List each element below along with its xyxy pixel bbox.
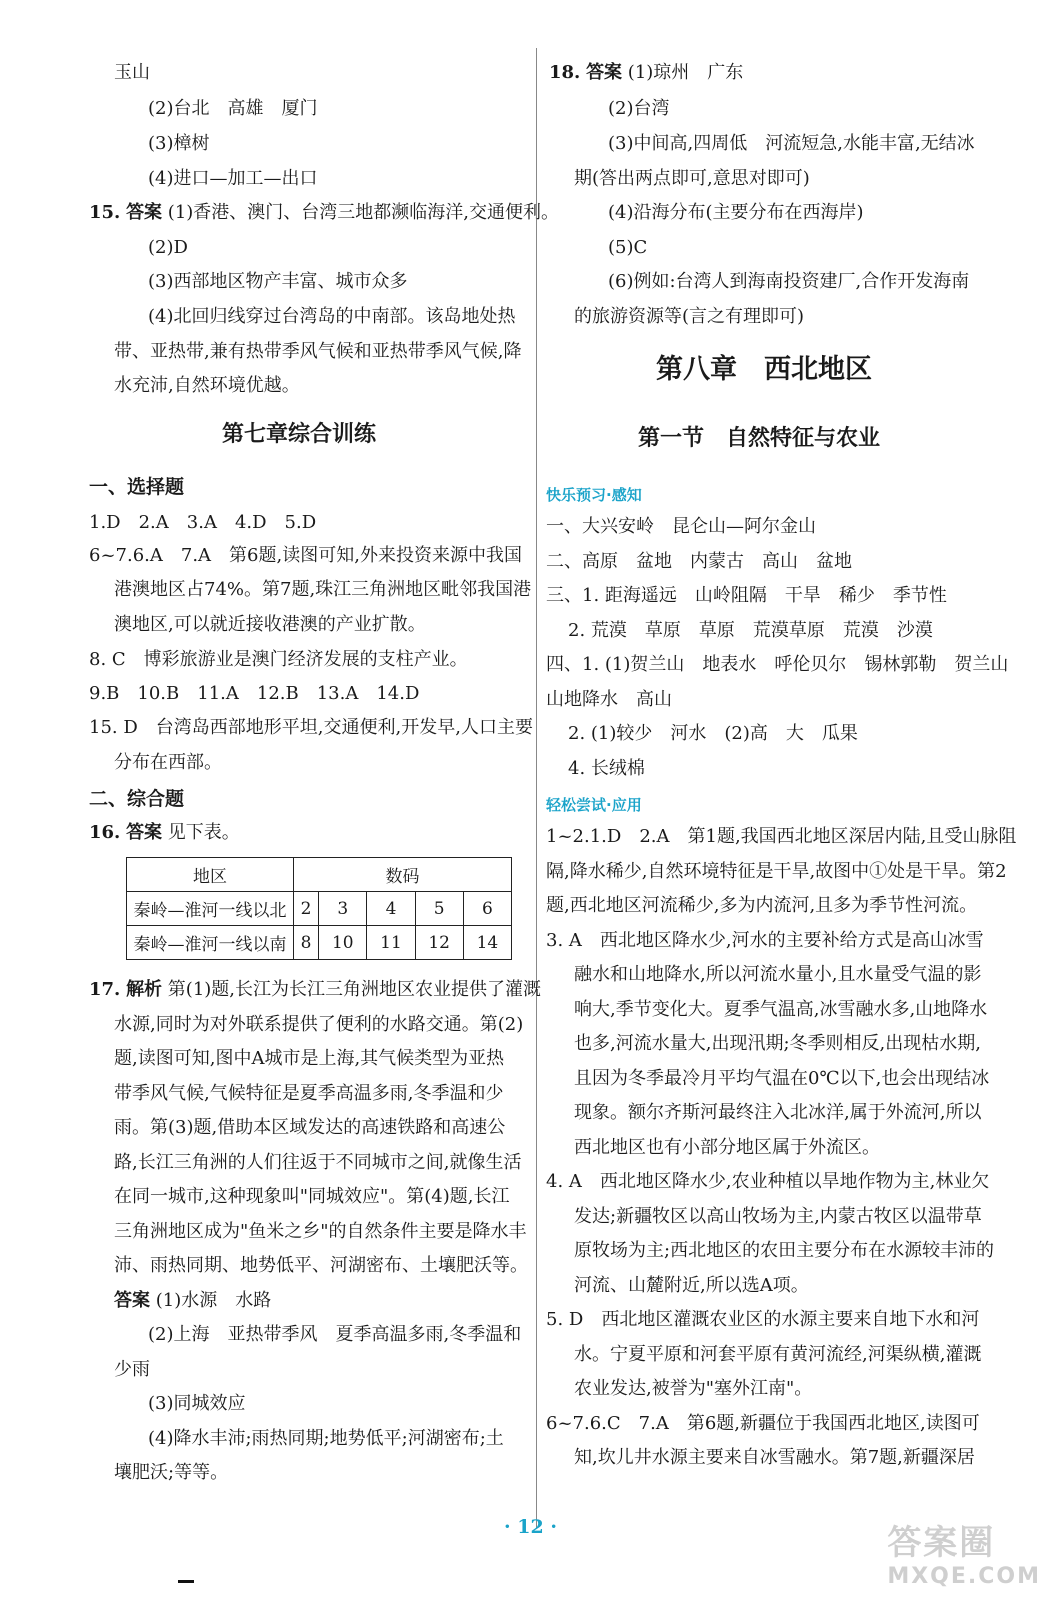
question-number: 18. [549,62,581,83]
table-header-region: 地区 [127,858,294,892]
answer-label: 答案 [114,1290,150,1311]
text-line: 一、大兴安岭 昆仑山—阿尔金山 [546,516,816,537]
text-line: (3)樟树 [148,133,210,154]
question-number: 17. [89,979,121,1000]
text-line: 少雨 [114,1359,150,1380]
text-line: 1~2.1.D 2.A 第1题,我国西北地区深居内陆,且受山脉阻 [546,826,1017,847]
text-line: 三角洲地区成为"鱼米之乡"的自然条件主要是降水丰 [114,1221,527,1242]
watermark-url: MXQE.COM [887,1564,1041,1589]
text-line: 的旅游资源等(言之有理即可) [574,306,805,327]
answer-label: 答案 [586,62,623,83]
text-line: 四、1. (1)贺兰山 地表水 呼伦贝尔 锡林郭勒 贺兰山 [546,654,1009,675]
text-line: 带季风气候,气候特征是夏季高温多雨,冬季温和少 [114,1083,504,1104]
text-line: (2)上海 亚热带季风 夏季高温多雨,冬季温和 [148,1324,522,1345]
text-line: (3)同城效应 [148,1393,246,1414]
text-line: 期(答出两点即可,意思对即可) [574,168,810,189]
table-row [127,892,512,926]
answer-text: (1)水源 水路 [155,1290,272,1311]
text-line: 水源,同时为对外联系提供了便利的水路交通。第(2) [114,1014,524,1035]
text-line: 雨。第(3)题,借助本区域发达的高速铁路和高速公 [114,1117,506,1138]
table-cell: 8 [294,926,319,960]
table-cell-region: 秦岭—淮河一线以北 [127,892,294,926]
question-16-answer [89,820,240,846]
section-label-preview: 快乐预习·感知 [546,486,642,504]
text-line: 西北地区也有小部分地区属于外流区。 [574,1137,880,1158]
page-mark [178,1580,194,1583]
text-line: 9.B 10.B 11.A 12.B 13.A 14.D [89,683,420,704]
text-line: (4)进口—加工—出口 [148,168,318,189]
answer-label: 答案 [126,822,163,843]
text-line: 知,坎儿井水源主要来自冰雪融水。第7题,新疆深居 [574,1447,975,1468]
text-line: 4. A 西北地区降水少,农业种植以旱地作物为主,林业欠 [546,1171,990,1192]
text-line: 水。宁夏平原和河套平原有黄河流经,河渠纵横,灌溉 [574,1344,982,1365]
question-number: 15. [89,202,121,223]
text-line: 二、高原 盆地 内蒙古 高山 盆地 [546,551,852,572]
table-cell: 6 [463,892,511,926]
text-line: 现象。额尔齐斯河最终注入北冰洋,属于外流河,所以 [574,1102,982,1123]
text-line: 题,西北地区河流稀少,多为内流河,且多为季节性河流。 [546,895,978,916]
table-cell: 4 [367,892,415,926]
text-line: (2)D [148,237,188,258]
page-number: · 12 · [504,1516,557,1538]
answer-text: (1)香港、澳门、台湾三地都濒临海洋,交通便利。 [167,202,560,223]
watermark-logo-text: 答案圈 [887,1523,996,1563]
column-divider [536,48,537,1528]
text-line: 带、亚热带,兼有热带季风气候和亚热带季风气候,降 [114,341,522,362]
text-line: 壤肥沃;等等。 [114,1462,229,1483]
text-line: 6~7.6.A 7.A 第6题,读图可知,外来投资来源中我国 [89,545,522,566]
text-line: 且因为冬季最冷月平均气温在0℃以下,也会出现结冰 [574,1068,990,1089]
table-cell: 2 [294,892,319,926]
text-line: (6)例如:台湾人到海南投资建厂,合作开发海南 [608,271,970,292]
text-line: 发达;新疆牧区以高山牧场为主,内蒙古牧区以温带草 [574,1206,982,1227]
question-number: 16. [89,822,121,843]
table-cell: 11 [367,926,415,960]
text-line: 响大,季节变化大。夏季气温高,冰雪融水多,山地降水 [574,999,988,1020]
text-line: (4)降水丰沛;雨热同期;地势低平;河湖密布;土 [148,1428,504,1449]
table-cell: 3 [319,892,367,926]
answer-text: 见下表。 [167,822,240,843]
text-line: 4. 长绒棉 [568,758,645,779]
text-line: 5. D 西北地区灌溉农业区的水源主要来自地下水和河 [546,1309,980,1330]
watermark [887,1515,1041,1589]
text-line: (4)沿海分布(主要分布在西海岸) [608,202,864,223]
text-line: 隔,降水稀少,自然环境特征是干旱,故图中①处是干旱。第2 [546,861,1007,882]
question-18-answer [549,60,743,86]
section-title: 第一节 自然特征与农业 [638,426,881,451]
text-line: 山地降水 高山 [546,689,672,710]
question-17-analysis [89,977,541,1003]
table-header-code: 数码 [294,858,512,892]
text-line: 1.D 2.A 3.A 4.D 5.D [89,512,317,533]
text-line: (2)台北 高雄 厦门 [148,98,318,119]
chapter-8-title: 第八章 西北地区 [656,354,872,385]
text-line: 3. A 西北地区降水少,河水的主要补给方式是高山冰雪 [546,930,984,951]
answer-text: (1)琼州 广东 [627,62,744,83]
text-line: 港澳地区占74%。第7题,珠江三角洲地区毗邻我国港 [114,579,532,600]
text-line: 15. D 台湾岛西部地形平坦,交通便利,开发早,人口主要 [89,717,533,738]
answer-table [126,857,512,960]
text-line: (4)北回归线穿过台湾岛的中南部。该岛地处热 [148,306,516,327]
section-heading: 二、综合题 [89,788,185,810]
question-17-answer [114,1288,271,1314]
text-line: 在同一城市,这种现象叫"同城效应"。第(4)题,长江 [114,1186,510,1207]
chapter-7-title: 第七章综合训练 [222,422,377,447]
text-line: (5)C [608,237,648,258]
text-line: (3)西部地区物产丰富、城市众多 [148,271,408,292]
text-line: 6~7.6.C 7.A 第6题,新疆位于我国西北地区,读图可 [546,1413,980,1434]
table-row [127,926,512,960]
text-line: 澳地区,可以就近接收港澳的产业扩散。 [114,614,426,635]
text-line: 题,读图可知,图中A城市是上海,其气候类型为亚热 [114,1048,505,1069]
text-line: 农业发达,被誉为"塞外江南"。 [574,1378,813,1399]
section-heading: 一、选择题 [89,476,185,498]
table-cell: 12 [415,926,463,960]
text-line: 路,长江三角洲的人们往返于不同城市之间,就像生活 [114,1152,522,1173]
text-line: 沛、雨热同期、地势低平、河湖密布、土壤肥沃等。 [114,1255,528,1276]
text-line: 河流、山麓附近,所以选A项。 [574,1275,809,1296]
table-cell: 14 [463,926,511,960]
table-cell: 5 [415,892,463,926]
text-line: 玉山 [114,62,150,83]
text-line: 8. C 博彩旅游业是澳门经济发展的支柱产业。 [89,649,468,670]
table-cell-region: 秦岭—淮河一线以南 [127,926,294,960]
answer-label: 答案 [126,202,163,223]
analysis-text: 第(1)题,长江为长江三角洲地区农业提供了灌溉 [167,979,542,1000]
text-line: 原牧场为主;西北地区的农田主要分布在水源较丰沛的 [574,1240,995,1261]
text-line: (3)中间高,四周低 河流短急,水能丰富,无结冰 [608,133,975,154]
text-line: 水充沛,自然环境优越。 [114,375,300,396]
text-line: 三、1. 距海遥远 山岭阻隔 干旱 稀少 季节性 [546,585,947,606]
text-line: 分布在西部。 [114,752,222,773]
text-line: 2. (1)较少 河水 (2)高 大 瓜果 [568,723,858,744]
text-line: 2. 荒漠 草原 草原 荒漠草原 荒漠 沙漠 [568,620,933,641]
text-line: 融水和山地降水,所以河流水量小,且水量受气温的影 [574,964,982,985]
text-line: 也多,河流水量大,出现汛期;冬季则相反,出现枯水期, [574,1033,981,1054]
analysis-label: 解析 [126,979,163,1000]
table-header-row [127,858,512,892]
table-cell: 10 [319,926,367,960]
text-line: (2)台湾 [608,98,670,119]
question-15-answer [89,200,559,226]
section-label-try: 轻松尝试·应用 [546,796,642,814]
